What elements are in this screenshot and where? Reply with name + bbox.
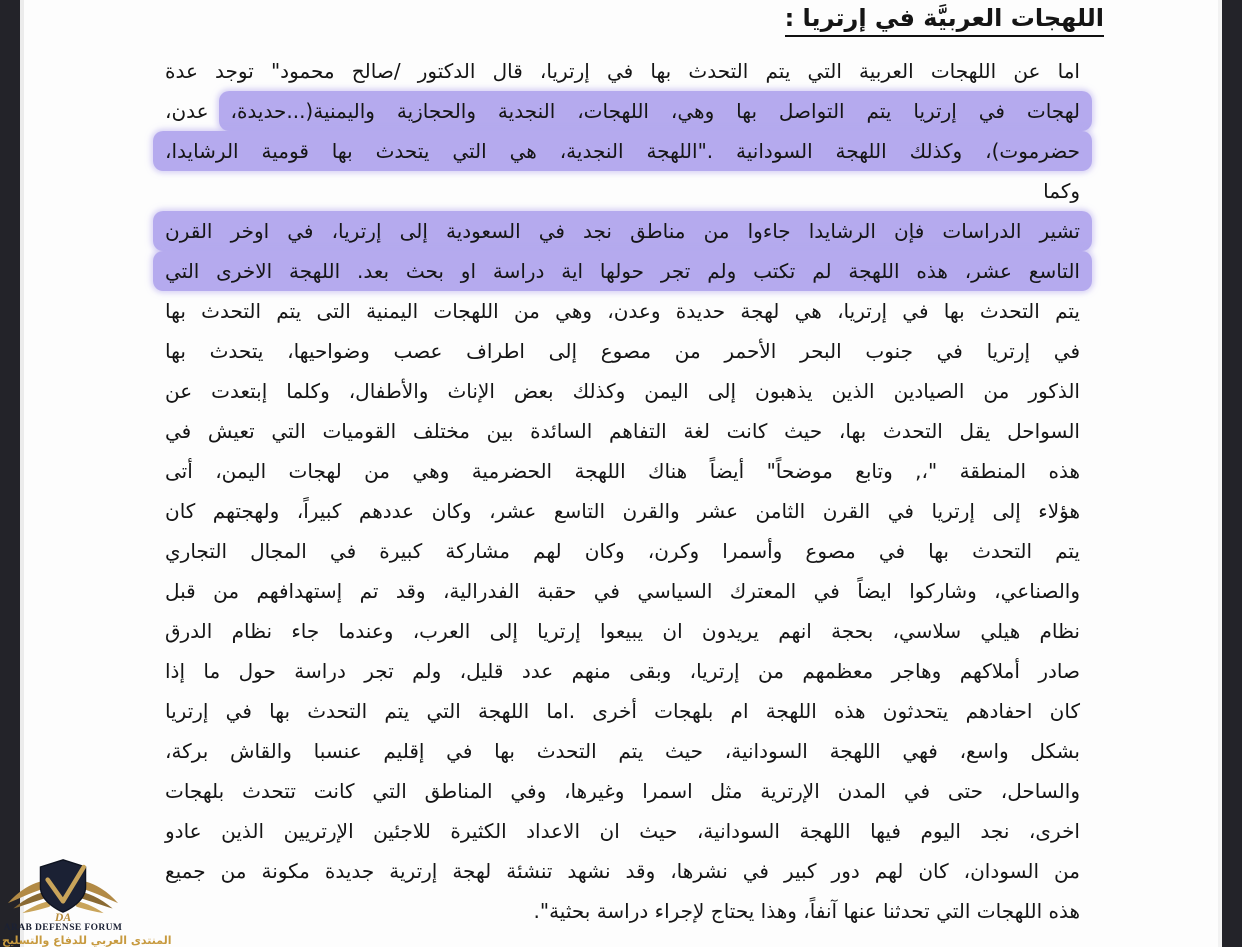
text-span: عدن،	[165, 99, 209, 123]
body-line	[165, 91, 1080, 131]
monogram-text: DA	[54, 911, 72, 923]
text-span: هؤلاء إلى إرتريا في القرن الثامن عشر والقرن التاسع عشر، وكان عددهم كبيراً، ولهجتهم كان	[165, 499, 1080, 523]
body-line	[165, 211, 1080, 251]
highlight-span: تشير الدراسات فإن الرشايدا جاءوا من مناطق نجد في السعودية إلى إرتريا، في اوخر القرن	[153, 211, 1092, 251]
body-line	[165, 131, 1080, 171]
text-span: بشكل واسع، فهي اللهجة السودانية، حيث يتم التحدث بها في إقليم عنسبا والقاش بركة،	[165, 739, 1080, 763]
shield-wings-icon	[4, 858, 122, 923]
body-line	[165, 611, 1080, 651]
body-line	[165, 291, 1080, 331]
body-line	[165, 891, 1080, 931]
right-border-bar	[1218, 0, 1242, 947]
document-body	[165, 51, 1080, 931]
highlight-span: حضرموت)، وكذلك اللهجة السودانية ."اللهجة النجدية، هي التي يتحدث بها قومية الرشايدا،	[153, 131, 1092, 171]
body-line	[165, 51, 1080, 91]
body-line	[165, 651, 1080, 691]
body-line	[165, 851, 1080, 891]
body-line	[165, 171, 1080, 211]
text-span: يتم التحدث بها في إرتريا، هي لهجة حديدة وعدن، وهي من اللهجات اليمنية التى يتم التحدث بها	[165, 299, 1080, 323]
text-span: يتم التحدث بها في مصوع وأسمرا وكرن، وكان لهم مشاركة كبيرة في المجال التجاري	[165, 539, 1080, 563]
text-span: هذه اللهجات التي تحدثنا عنها آنفاً، وهذا يحتاج لإجراء دراسة بحثية".	[533, 899, 1080, 923]
highlight-span: لهجات في إرتريا يتم التواصل بها وهي، اللهجات، النجدية والحجازية واليمنية(...حديدة،	[219, 91, 1093, 131]
text-span: اما عن اللهجات العربية التي يتم التحدث بها في إرتريا، قال الدكتور /صالح محمود" توجد عدة	[165, 59, 1080, 83]
page-title: اللهجات العربيَّة في إرتريا :	[785, 4, 1104, 37]
text-span: نظام هيلي سلاسي، بحجة انهم يريدون ان يبيعوا إرتريا إلى العرب، وعندما جاء نظام الدرق	[165, 619, 1080, 643]
document-content	[28, 0, 1214, 947]
text-span: اخرى، نجد اليوم فيها اللهجة السودانية، حيث ان الاعداد الكثيرة للاجئين الإرتريين الذين عادو	[165, 819, 1080, 843]
text-span: والساحل، حتى في المدن الإرترية مثل اسمرا وغيرها، وفي المناطق التي كانت تتحدث بلهجات	[165, 779, 1080, 803]
body-line	[165, 771, 1080, 811]
text-span: والصناعي، وشاركوا ايضاً في المعترك السياسي في حقبة الفدرالية، وقد تم إستهدافهم من قبل	[165, 579, 1080, 603]
title-row	[28, 0, 1214, 37]
text-span: السواحل يقل التحدث بها، حيث كانت لغة التفاهم السائدة بين مختلف القوميات التي تعيش في	[165, 419, 1080, 443]
body-line	[165, 371, 1080, 411]
forum-name-ar: المنتدى العربي للدفاع والتسليح	[2, 934, 172, 947]
left-border-bar	[0, 0, 24, 947]
body-line	[165, 411, 1080, 451]
highlight-span: التاسع عشر، هذه اللهجة لم تكتب ولم تجر حولها اية دراسة او بحث بعد. اللهجة الاخرى التي	[153, 251, 1092, 291]
text-span: هذه المنطقة "،, وتابع موضحاً" أيضاً هناك اللهجة الحضرمية وهي من لهجات اليمن، أتى	[165, 459, 1080, 483]
body-line	[165, 451, 1080, 491]
body-line	[165, 691, 1080, 731]
text-span: من السودان، كان لهم دور كبير في نشرها، وقد نشهد تنشئة لهجة إرترية جديدة مكونة من جميع	[165, 859, 1080, 883]
forum-logo-watermark	[2, 858, 172, 947]
text-span: كان احفادهم يتحدثون هذه اللهجة ام بلهجات أخرى .اما اللهجة التي يتم التحدث بها في إرتريا	[165, 699, 1080, 723]
text-span: صادر أملاكهم وهاجر معظمهم من إرتريا، وبقى منهم عدد قليل، ولم تجر دراسة حول ما إذا	[165, 659, 1080, 683]
body-line	[165, 811, 1080, 851]
text-span: وكما	[1043, 179, 1080, 203]
body-line	[165, 331, 1080, 371]
body-line	[165, 571, 1080, 611]
text-span: الذكور من الصيادين الذين يذهبون إلى اليمن وكذلك بعض الإناث والأطفال، وكلما إبتعدت عن	[165, 379, 1080, 403]
body-line	[165, 491, 1080, 531]
body-line	[165, 731, 1080, 771]
text-span: في إرتريا في جنوب البحر الأحمر من مصوع إلى اطراف عصب وضواحيها، يتحدث بها	[165, 339, 1080, 363]
forum-name-en: ARAB DEFENSE FORUM	[3, 923, 123, 933]
body-line	[165, 531, 1080, 571]
body-line	[165, 251, 1080, 291]
